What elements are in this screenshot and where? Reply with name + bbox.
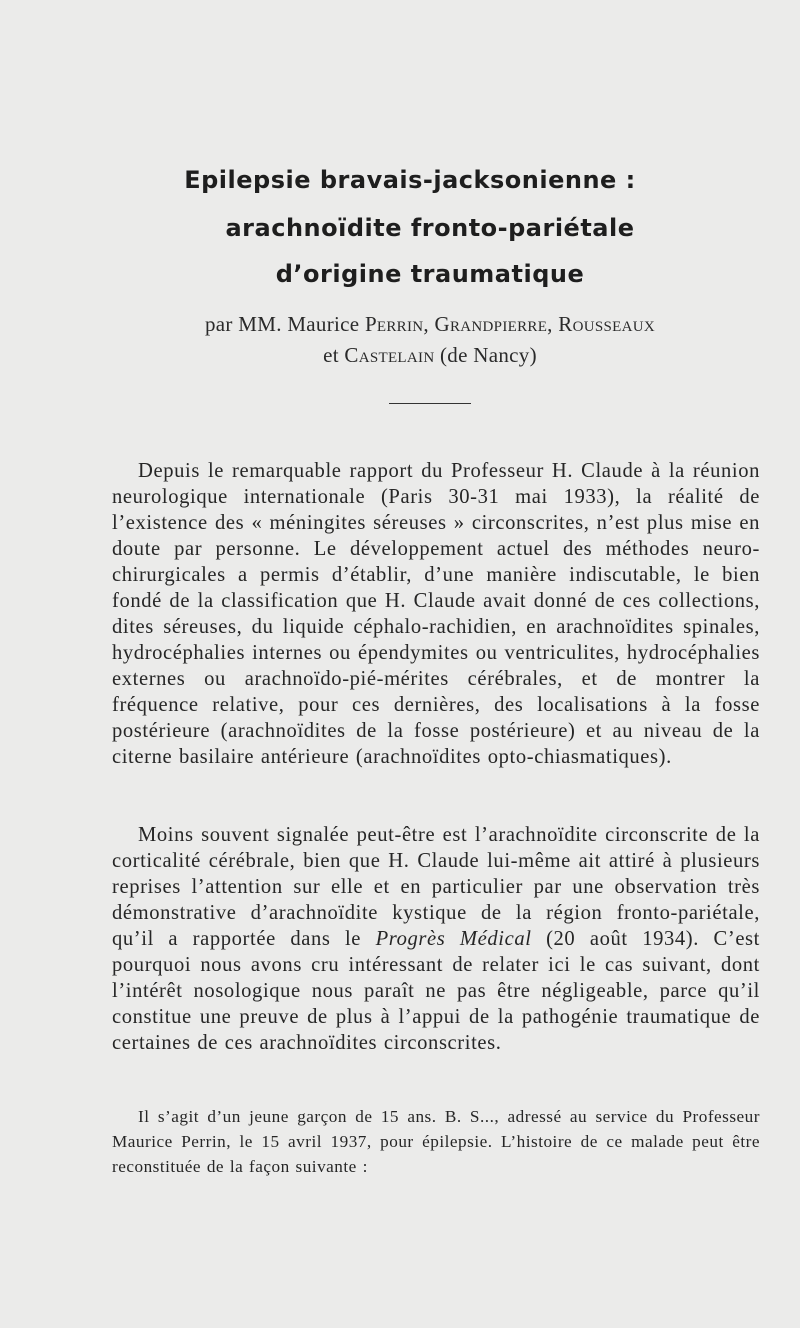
title-line-2: arachnoïdite fronto-pariétale [225, 214, 635, 242]
authors-prefix: par MM. [205, 312, 288, 336]
authors-line-2 [30, 343, 800, 368]
title-line-1: Epilepsie bravais-jacksonienne : [184, 166, 636, 194]
author-names: Perrin, Grandpierre, Rousseaux [364, 312, 655, 336]
authors-line-1 [30, 312, 800, 337]
title-line-3: d’origine traumatique [275, 260, 585, 288]
paragraph-1: Depuis le remarquable rapport du Professeur H. Claude à la réunion neurologique internationale (Paris 30-31 mai 1933), la réalité de l’existence des « méningites séreuses » circonscrites, n’est plus mise en doute par personne. Le développement actuel des méthodes neuro-chirurgicales a permis d’établir, d’une manière indiscutable, le bien fondé de la classification que H. Claude avait donné de ces collections, dites séreuses, du liquide céphalo-rachidien, en arachnoïdites spinales, hydrocéphalies internes ou épendymites ou ventriculites, hydrocéphalies externes ou arachnoïdo-pié-mérites cérébrales, et de montrer la fréquence relative, pour ces dernières, des localisations à la fosse postérieure (arachnoïdites de la fosse postérieure) et au niveau de la citerne basilaire antérieure (arachnoïdites opto-chiasmatiques). [112, 460, 760, 768]
authors-line2-prefix: et [323, 343, 345, 367]
paragraph-2-text-after: (20 août 1934). C’est pourquoi nous avons cru intéressant de relater ici le cas suivant, dont l’intérêt nosologique nous paraît ne pas être négligeable, parce qu’il constitue une preuve de plus à l’appui de la pathogénie traumatique de certaines de ces arachnoïdites circonscrites. [112, 928, 760, 1054]
paragraph-2-text-before: Moins souvent signalée peut-être est l’arachnoïdite circonscrite de la corticalité cérébrale, bien que H. Claude lui-même ait attiré à plusieurs reprises l’attention sur elle et en particulier par une observation très démonstrative d’arachnoïdite kystique de la région fronto-pariétale, qu’il a rapportée dans le [112, 824, 760, 950]
author-name-castelain: Castelain [344, 343, 435, 367]
authors-affiliation: (de Nancy) [434, 343, 537, 367]
paragraph-2 [112, 822, 760, 1056]
separator-rule [389, 403, 471, 404]
journal-title: Progrès Médical [375, 928, 532, 950]
author-first-name: Maurice [287, 312, 365, 336]
paragraph-3-case-intro: Il s’agit d’un jeune garçon de 15 ans. B. S..., adressé au service du Professeur Maurice Perrin, le 15 avril 1937, pour épilepsie. L’histoire de ce malade peut être reconstituée de la façon suivante : [112, 1107, 760, 1176]
